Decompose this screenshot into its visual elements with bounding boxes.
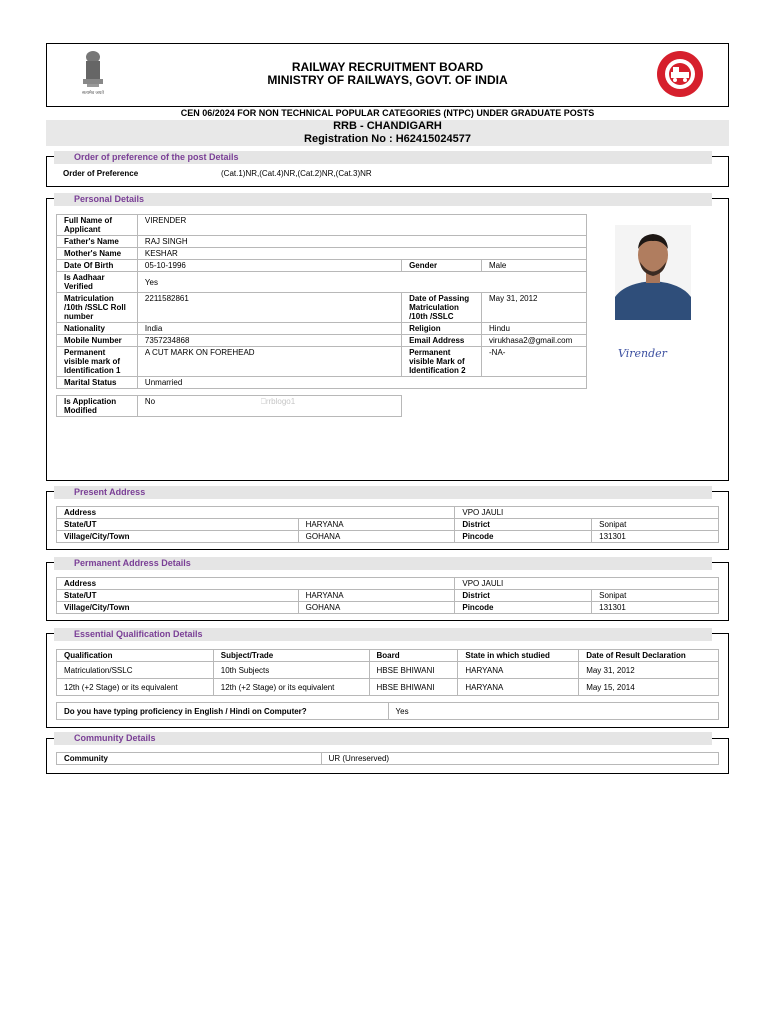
applicant-signature: Virender [618,347,667,360]
present-pincode-label: Pincode [455,531,592,543]
column-header: State in which studied [458,650,579,662]
column-header: Subject/Trade [213,650,369,662]
table-row [57,590,719,602]
rrb-name: RRB - CHANDIGARH [333,120,442,132]
table-row [57,323,587,335]
present-district-value: Sonipat [592,519,719,531]
present-address-value: VPO JAULI [455,507,719,519]
permanent-district-value: Sonipat [592,590,719,602]
email-label: Email Address [402,335,482,347]
gender-value: Male [482,260,587,272]
table-row [57,293,587,323]
table-row [57,272,587,293]
column-header: Board [369,650,458,662]
table-cell: HBSE BHIWANI [369,662,458,679]
table-row [57,507,719,519]
permanent-state-value: HARYANA [298,590,455,602]
full-name-label: Full Name of Applicant [57,215,138,236]
table-row [57,236,587,248]
community-value: UR (Unreserved) [321,753,718,765]
community-label: Community [57,753,322,765]
present-village-value: GOHANA [298,531,455,543]
table-row [57,662,719,679]
table-row [57,260,587,272]
table-cell: 12th (+2 Stage) or its equivalent [57,679,214,696]
indian-railways-logo-icon [656,50,704,98]
permanent-village-value: GOHANA [298,602,455,614]
column-header: Date of Result Declaration [579,650,719,662]
mobile-value: 7357234868 [137,335,401,347]
table-row [57,396,402,417]
gender-label: Gender [402,260,482,272]
mark1-label: Permanent visible mark of Identification 1 [57,347,138,377]
cen-title: CEN 06/2024 FOR NON TECHNICAL POPULAR CATEGORIES (NTPC) UNDER GRADUATE POSTS [180,108,595,118]
table-row [57,602,719,614]
religion-value: Hindu [482,323,587,335]
table-cell: Matriculation/SSLC [57,662,214,679]
person-photo-icon [615,225,691,320]
matric-roll-label: Matriculation /10th /SSLC Roll number [57,293,138,323]
father-name-label: Father's Name [57,236,138,248]
present-address-title: Present Address [54,486,712,499]
modified-value: No [137,396,401,417]
table-cell: May 31, 2012 [579,662,719,679]
personal-details-table [56,214,587,389]
permanent-pincode-value: 131301 [592,602,719,614]
table-row [57,679,719,696]
ministry-title: MINISTRY OF RAILWAYS, GOVT. OF INDIA [267,73,508,87]
father-name-value: RAJ SINGH [137,236,586,248]
table-row [57,703,719,720]
mobile-label: Mobile Number [57,335,138,347]
typing-value: Yes [388,703,718,720]
modified-label: Is Application Modified [57,396,138,417]
typing-label: Do you have typing proficiency in English / Hindi on Computer? [57,703,389,720]
dob-value: 05-10-1996 [137,260,401,272]
watermark-text: rrblogo1 [265,397,296,406]
nationality-value: India [137,323,401,335]
permanent-address-title: Permanent Address Details [54,557,712,570]
rrb-watermark: ⎕rrblogo1 [261,397,296,406]
personal-section-title: Personal Details [54,193,712,206]
table-cell: HBSE BHIWANI [369,679,458,696]
passing-date-label: Date of Passing Matriculation /10th /SSLC [402,293,482,323]
dob-label: Date Of Birth [57,260,138,272]
typing-proficiency-table [56,702,719,720]
aadhaar-label: Is Aadhaar Verified [57,272,138,293]
table-row [57,753,719,765]
national-emblem-icon [78,49,108,97]
present-state-label: State/UT [57,519,299,531]
qualification-table [56,649,719,696]
permanent-state-label: State/UT [57,590,299,602]
table-header-row [57,650,719,662]
column-header: Qualification [57,650,214,662]
full-name-value: VIRENDER [137,215,586,236]
nationality-label: Nationality [57,323,138,335]
table-cell: 12th (+2 Stage) or its equivalent [213,679,369,696]
table-cell: HARYANA [458,679,579,696]
table-cell: May 15, 2014 [579,679,719,696]
table-row [57,335,587,347]
mark2-label: Permanent visible Mark of Identification 2 [402,347,482,377]
header-box [46,43,729,107]
rrb-banner [46,120,729,146]
present-pincode-value: 131301 [592,531,719,543]
present-address-label: Address [57,507,455,519]
matric-roll-value: 2211582861 [137,293,401,323]
modified-table [56,395,402,417]
table-cell: HARYANA [458,662,579,679]
qualification-title: Essential Qualification Details [54,628,712,641]
applicant-photo [615,225,691,320]
permanent-address-table [56,577,719,614]
religion-label: Religion [402,323,482,335]
marital-value: Unmarried [137,377,586,389]
table-row [57,215,587,236]
email-value: virukhasa2@gmail.com [482,335,587,347]
permanent-address-label: Address [57,578,455,590]
present-state-value: HARYANA [298,519,455,531]
table-row [57,531,719,543]
table-row [57,578,719,590]
board-title: RAILWAY RECRUITMENT BOARD [291,60,484,74]
permanent-district-label: District [455,590,592,602]
marital-label: Marital Status [57,377,138,389]
table-row [57,248,587,260]
permanent-address-value: VPO JAULI [455,578,719,590]
preference-value: (Cat.1)NR,(Cat.4)NR,(Cat.2)NR,(Cat.3)NR [221,169,372,178]
permanent-village-label: Village/City/Town [57,602,299,614]
passing-date-value: May 31, 2012 [482,293,587,323]
mark1-value: A CUT MARK ON FOREHEAD [137,347,401,377]
community-table [56,752,719,765]
table-cell: 10th Subjects [213,662,369,679]
mother-name-value: KESHAR [137,248,586,260]
permanent-pincode-label: Pincode [455,602,592,614]
table-row [57,519,719,531]
table-row [57,347,587,377]
registration-number: Registration No : H62415024577 [304,133,471,145]
emblem-caption: सत्यमेव जयते [82,90,104,95]
table-row [57,377,587,389]
preference-section-title: Order of preference of the post Details [54,151,712,164]
present-district-label: District [455,519,592,531]
community-title: Community Details [54,732,712,745]
mother-name-label: Mother's Name [57,248,138,260]
preference-label: Order of Preference [63,169,139,178]
present-village-label: Village/City/Town [57,531,299,543]
aadhaar-value: Yes [137,272,586,293]
present-address-table [56,506,719,543]
mark2-value: -NA- [482,347,587,377]
